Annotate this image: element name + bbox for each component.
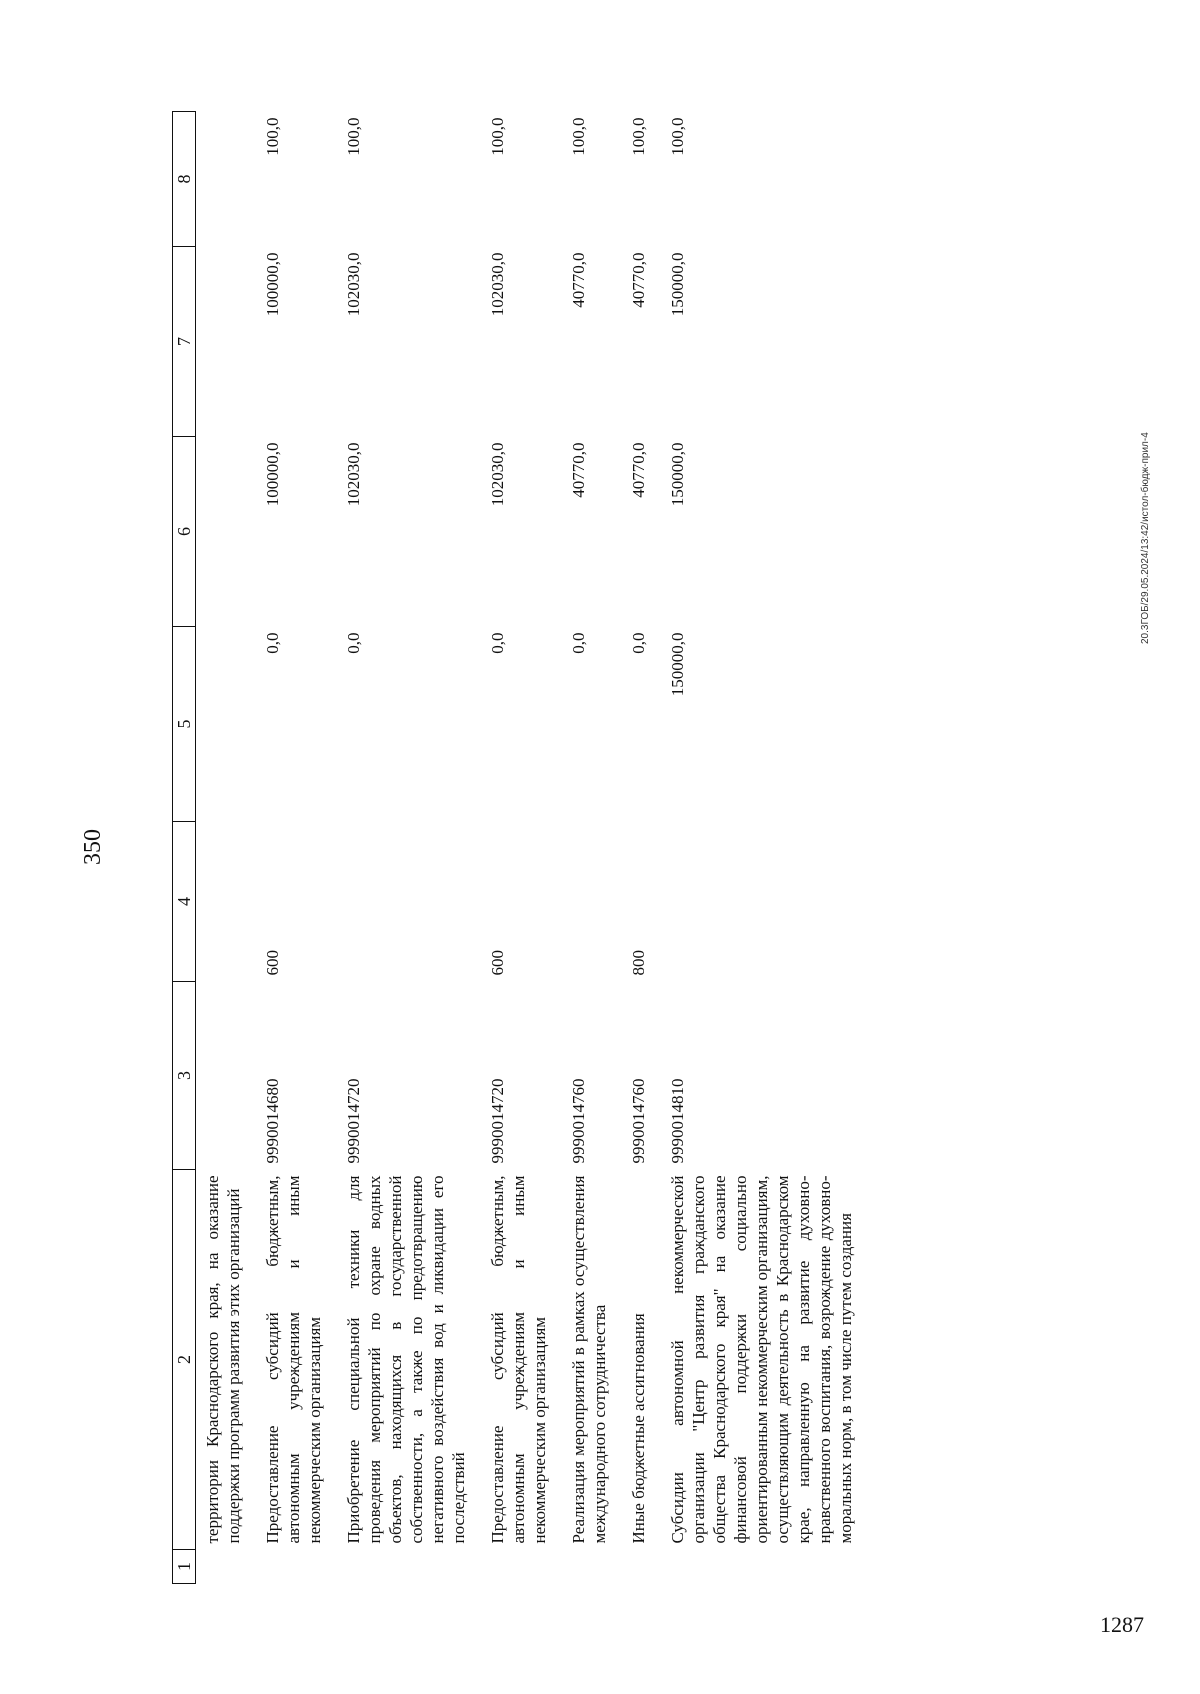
row-value-7: 40770,0 [629,252,648,308]
column-header: 8 [173,112,196,247]
column-header: 4 [173,822,196,982]
row-type [196,822,257,982]
row-type: 600 [488,950,507,976]
table-row [481,112,562,1584]
row-value-7: 150000,0 [668,252,687,317]
row-value-6: 40770,0 [569,442,588,498]
row-code: 9990014760 [569,1078,588,1164]
row-name: территории Краснодарского края, на оказание поддержки программ развития этих организаций [203,1175,243,1544]
row-type [337,822,481,982]
table-row [337,112,481,1584]
column-header: 6 [173,437,196,627]
column-header: 2 [173,1170,196,1550]
row-value-5: 0,0 [488,632,507,654]
row-code [196,982,257,1170]
budget-table [172,111,868,1584]
row-value-6: 40770,0 [629,442,648,498]
row-percent: 100,0 [668,117,687,156]
page-number: 350 [80,829,106,865]
row-code: 9990014720 [488,1078,507,1164]
row-percent: 100,0 [488,117,507,156]
column-header: 5 [173,627,196,822]
row-value-7: 40770,0 [569,252,588,308]
row-value-6: 100000,0 [263,442,282,507]
row-name: Реализация мероприятий в рамках осуществления международного сотрудничества [569,1175,609,1544]
row-percent: 100,0 [569,117,588,156]
row-name: Предоставление субсидий бюджетным, автономным учреждениям и иным некоммерческим организациям [488,1175,549,1544]
row-value-7: 102030,0 [488,252,507,317]
row-value-6 [196,437,257,627]
row-value-5: 0,0 [629,632,648,654]
row-code: 9990014680 [263,1078,282,1164]
row-name: Предоставление субсидий бюджетным, автономным учреждениям и иным некоммерческим организациям [263,1175,324,1544]
row-value-6: 150000,0 [668,442,687,507]
row-type [661,822,868,982]
row-name: Приобретение специальной техники для проведения мероприятий по охране водных объектов, находящихся в государственной собственности, а также по предотвращению негативного воздействия вод и ликвидации его последствий [344,1175,468,1544]
column-number-row [173,112,196,1584]
row-percent: 100,0 [629,117,648,156]
row-percent: 100,0 [263,117,282,156]
document-code: 20.3ГОБ/29.05.2024/13:42/истол-бюдж-прил-4 [1140,432,1151,644]
table-row [661,112,868,1584]
row-value-5: 0,0 [569,632,588,654]
row-value-7: 102030,0 [344,252,363,317]
row-percent: 100,0 [344,117,363,156]
row-value-6: 102030,0 [488,442,507,507]
row-code: 9990014760 [629,1078,648,1164]
row-value-7 [196,247,257,437]
row-value-5: 150000,0 [668,632,687,697]
row-type: 600 [263,950,282,976]
table-row [622,112,661,1584]
row-name: Субсидии автономной некоммерческой организации "Центр развития гражданского общества Краснодарского края" на оказание финансовой поддержки социально ориентированным некоммерческим организациям, осуществляющим деятельность в Краснодарском крае, направленную на развитие духовно-нравственного воспитания, возрождение духовно-моральных норм, в том числе путем создания [668,1175,855,1544]
row-type: 800 [629,950,648,976]
row-code: 9990014810 [668,1078,687,1164]
table-row [196,112,257,1584]
row-value-5: 0,0 [263,632,282,654]
row-name: Иные бюджетные ассигнования [629,1313,648,1544]
row-type [562,822,622,982]
row-value-6: 102030,0 [344,442,363,507]
table-row [562,112,622,1584]
table-row [256,112,337,1584]
row-value-5: 0,0 [344,632,363,654]
stamp-number: 1287 [1100,1612,1144,1637]
row-value-5 [196,627,257,822]
row-percent [196,112,257,247]
column-header: 7 [173,247,196,437]
column-header: 3 [173,982,196,1170]
row-value-7: 100000,0 [263,252,282,317]
column-header: 1 [173,1550,196,1584]
row-code: 9990014720 [344,1078,363,1164]
